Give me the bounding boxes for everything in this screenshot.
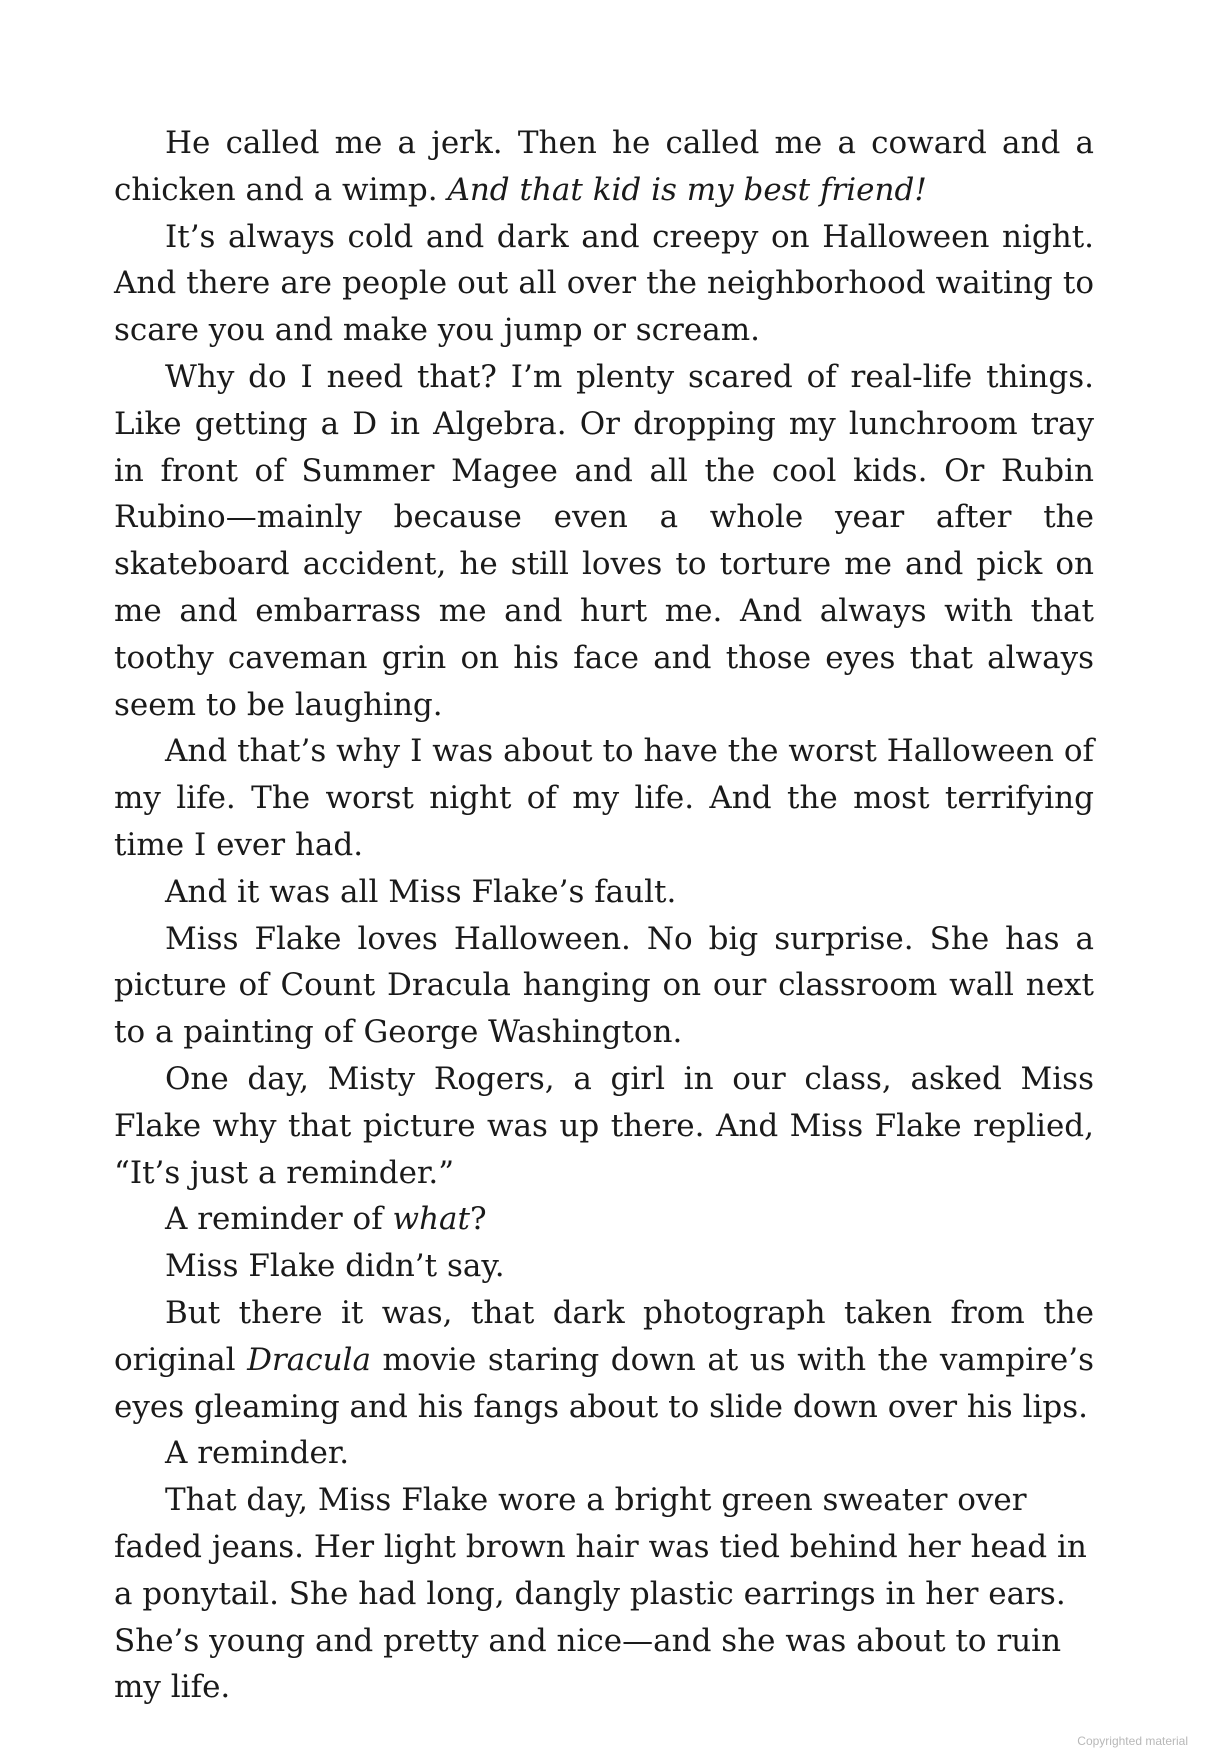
paragraph-7: One day, Misty Rogers, a girl in our class, asked Miss Flake why that picture was up there. And Miss Flake replied, “It’s just a reminder.” [114,1060,1094,1191]
paragraph-11: A reminder. [165,1435,350,1472]
paragraph-12: That day, Miss Flake wore a bright green sweater over faded jeans. Her light brown hair was tied behind her head in a ponytail. She had long, dangly plastic earrings in her ears. She’s young and pretty and nice—and she was about to ruin my life. [114,1482,1087,1706]
copyright-watermark: Copyrighted material [1077,1734,1188,1748]
paragraph-10: But there it was, that dark photograph taken from the original Dracula movie staring down at us with the vampire’s eyes gleaming and his fangs about to slide down over his lips. [114,1294,1094,1425]
paragraph-3: Why do I need that? I’m plenty scared of real-life things. Like getting a D in Algebra. Or dropping my lunchroom tray in front of Summer Magee and all the cool kids. Or Rubin Rubino—mainly because even a whole year after the skateboard accident, he still loves to torture me and pick on me and embarrass me and hurt me. And always with that toothy caveman grin on his face and those eyes that always seem to be laughing. [114,358,1094,723]
paragraph-6: Miss Flake loves Halloween. No big surprise. She has a picture of Count Dracula hanging on our classroom wall next to a painting of George Washington. [114,920,1094,1051]
paragraph-2: It’s always cold and dark and creepy on Halloween night. And there are people out all over the neighborhood waiting to scare you and make you jump or scream. [114,218,1094,349]
book-page-text [114,120,1094,1711]
paragraph-9: Miss Flake didn’t say. [165,1248,505,1285]
paragraph-4: And that’s why I was about to have the worst Halloween of my life. The worst night of my life. And the most terrifying time I ever had. [114,733,1094,863]
paragraph-5: And it was all Miss Flake’s fault. [165,873,677,910]
paragraph-8: A reminder of what? [165,1201,487,1238]
paragraph-1: He called me a jerk. Then he called me a coward and a chicken and a wimp. And that kid is my best friend! [114,125,1094,208]
